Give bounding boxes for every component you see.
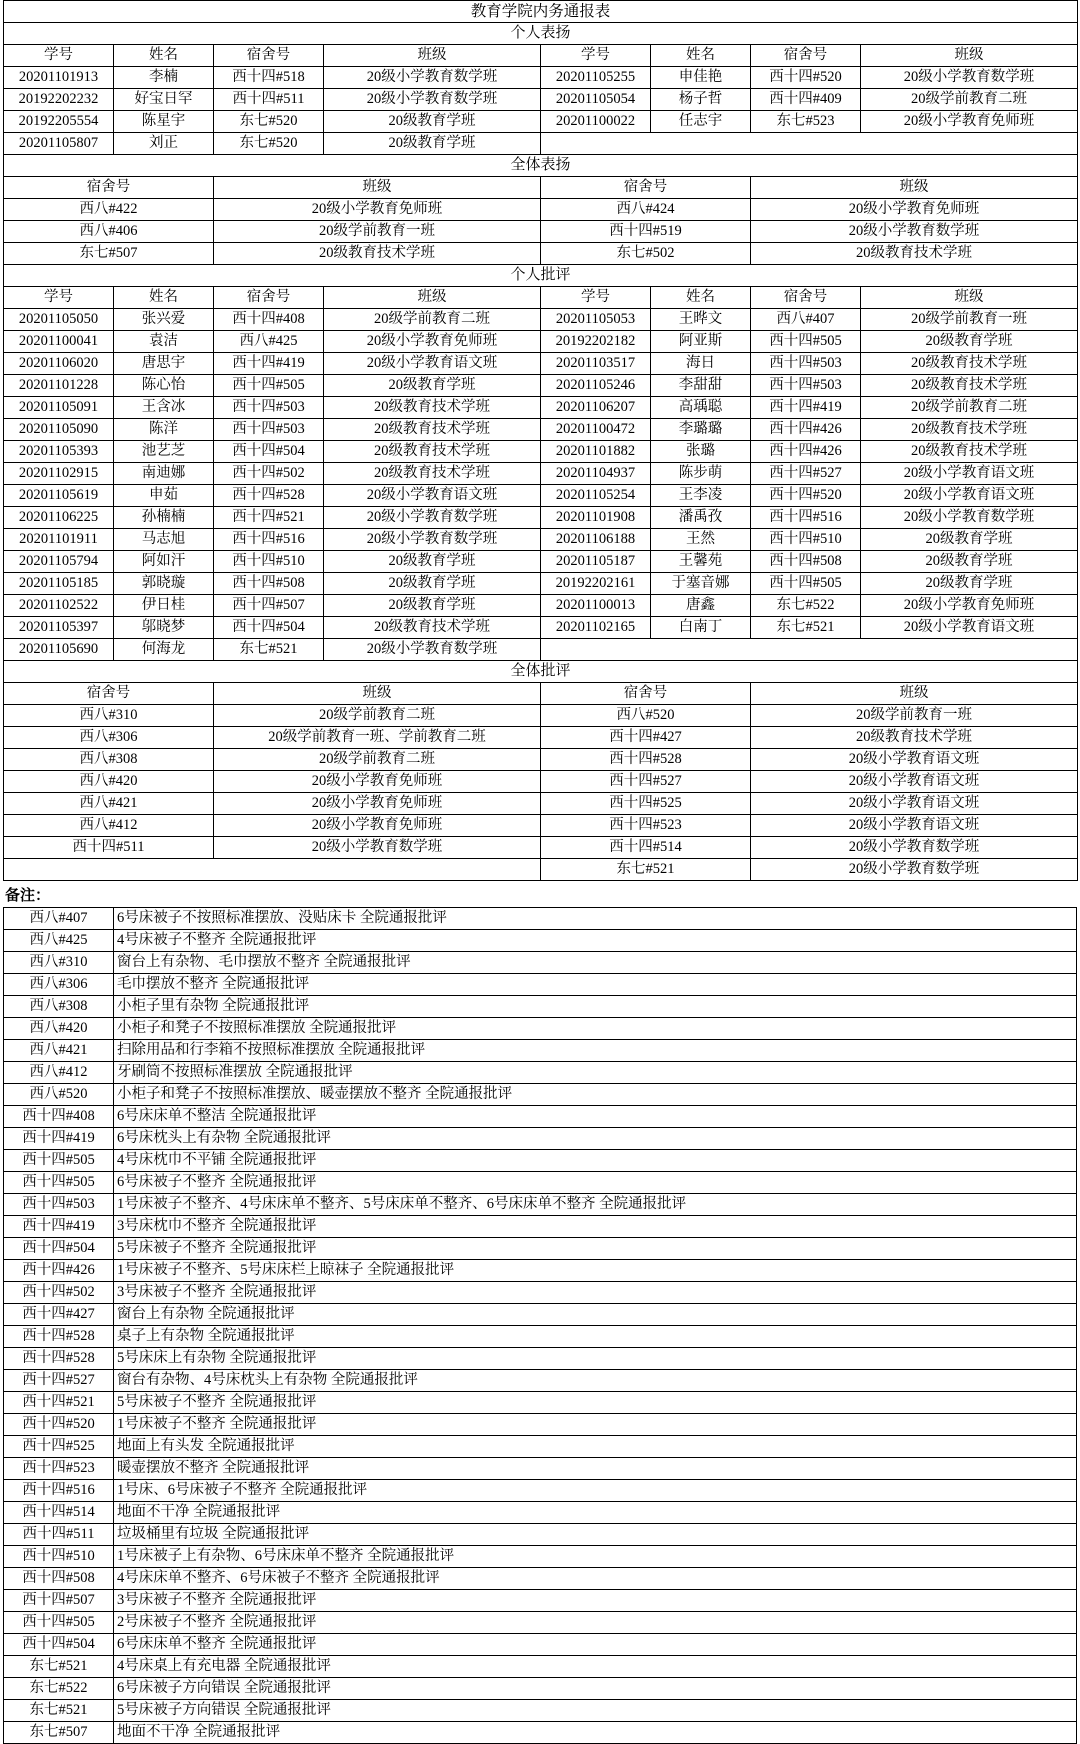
list-item: 东七#507 地面不干净 全院通报批评: [4, 1722, 1077, 1744]
list-item: 西十四#514 地面不干净 全院通报批评: [4, 1502, 1077, 1524]
column-header: 学号: [4, 287, 114, 309]
column-header: 班级: [214, 177, 541, 199]
list-item: 西八#310 窗台上有杂物、毛巾摆放不整齐 全院通报批评: [4, 952, 1077, 974]
list-item: 西十四#427 窗台上有杂物 全院通报批评: [4, 1304, 1077, 1326]
column-header: 班级: [861, 287, 1078, 309]
column-header: 宿舍号: [541, 683, 751, 705]
table-row: 20201105794 阿如汗 西十四#510 20级教育学班 20201105187 王馨苑 西十四#508 20级教育学班: [4, 551, 1078, 573]
list-item: 西十四#419 3号床枕巾不整齐 全院通报批评: [4, 1216, 1077, 1238]
page-title: 教育学院内务通报表: [4, 1, 1078, 23]
column-header: 姓名: [651, 45, 751, 67]
column-header: 宿舍号: [751, 287, 861, 309]
section-heading-individual-criticism: 个人批评: [4, 265, 1078, 287]
remarks-body: [4, 908, 1077, 1744]
main-report-table: [3, 0, 1078, 881]
empty-cell: [541, 133, 1078, 155]
column-header: 班级: [751, 683, 1078, 705]
list-item: 西十四#511 垃圾桶里有垃圾 全院通报批评: [4, 1524, 1077, 1546]
table-row: 20201105690 何海龙 东七#521 20级小学教育数学班: [4, 639, 1078, 661]
table-row: 20201105619 申茹 西十四#528 20级小学教育语文班 20201105254 王李凌 西十四#520 20级小学教育语文班: [4, 485, 1078, 507]
column-header: 学号: [541, 45, 651, 67]
list-item: 西八#421 扫除用品和行李箱不按照标准摆放 全院通报批评: [4, 1040, 1077, 1062]
table-row: 20201101228 陈心怡 西十四#505 20级教育学班 20201105246 李甜甜 西十四#503 20级教育技术学班: [4, 375, 1078, 397]
remarks-table: [3, 907, 1077, 1744]
column-header: 班级: [861, 45, 1078, 67]
table-row: 20201105807 刘正 东七#520 20级教育学班: [4, 133, 1078, 155]
table-row: 20201105050 张兴爱 西十四#408 20级学前教育二班 20201105053 王晔文 西八#407 20级学前教育一班: [4, 309, 1078, 331]
column-header: 宿舍号: [214, 45, 324, 67]
list-item: 西十四#508 4号床床单不整齐、6号床被子不整齐 全院通报批评: [4, 1568, 1077, 1590]
table-row: 20201102522 伊日桂 西十四#507 20级教育学班 20201100013 唐鑫 东七#522 20级小学教育免师班: [4, 595, 1078, 617]
list-item: 西十四#527 窗台有杂物、4号床枕头上有杂物 全院通报批评: [4, 1370, 1077, 1392]
list-item: 西十四#408 6号床床单不整洁 全院通报批评: [4, 1106, 1077, 1128]
empty-cell: [4, 859, 541, 881]
list-item: 西八#407 6号床被子不按照标准摆放、没贴床卡 全院通报批评: [4, 908, 1077, 930]
table-row: 20201105185 郭晓璇 西十四#508 20级教育学班 20192202161 于塞音娜 西十四#505 20级教育学班: [4, 573, 1078, 595]
section-heading-group-praise: 全体表扬: [4, 155, 1078, 177]
list-item: 西十四#510 1号床被子上有杂物、6号床床单不整齐 全院通报批评: [4, 1546, 1077, 1568]
empty-cell: [541, 639, 1078, 661]
list-item: 西十四#503 1号床被子不整齐、4号床床单不整齐、5号床床单不整齐、6号床床单不整齐 全院通报批评: [4, 1194, 1077, 1216]
list-item: 西十四#525 地面上有头发 全院通报批评: [4, 1436, 1077, 1458]
list-item: 西十四#528 5号床床上有杂物 全院通报批评: [4, 1348, 1077, 1370]
table-row: 西八#306 20级学前教育一班、学前教育二班 西十四#427 20级教育技术学班: [4, 727, 1078, 749]
table-row: 东七#507 20级教育技术学班 东七#502 20级教育技术学班: [4, 243, 1078, 265]
column-header: 宿舍号: [4, 177, 214, 199]
document-title-row: [4, 1, 1078, 23]
report-body: [4, 1, 1078, 881]
list-item: 西十四#507 3号床被子不整齐 全院通报批评: [4, 1590, 1077, 1612]
table-header-group-criticism: [4, 683, 1078, 705]
table-row: 20201105090 陈洋 西十四#503 20级教育技术学班 20201100472 李璐璐 西十四#426 20级教育技术学班: [4, 419, 1078, 441]
list-item: 西十四#426 1号床被子不整齐、5号床床栏上晾袜子 全院通报批评: [4, 1260, 1077, 1282]
column-header: 姓名: [114, 287, 214, 309]
list-item: 西八#520 小柜子和凳子不按照标准摆放、暖壶摆放不整齐 全院通报批评: [4, 1084, 1077, 1106]
list-item: 西十四#516 1号床、6号床被子不整齐 全院通报批评: [4, 1480, 1077, 1502]
report-page: [1, 0, 1079, 1744]
table-row: 20201105091 王含冰 西十四#503 20级教育技术学班 20201106207 高瑀聪 西十四#419 20级学前教育二班: [4, 397, 1078, 419]
column-header: 班级: [324, 287, 541, 309]
column-header: 姓名: [114, 45, 214, 67]
list-item: 东七#522 6号床被子方向错误 全院通报批评: [4, 1678, 1077, 1700]
list-item: 西八#308 小柜子里有杂物 全院通报批评: [4, 996, 1077, 1018]
table-row: 20192202232 好宝日罕 西十四#511 20级小学教育数学班 20201105054 杨子哲 西十四#409 20级学前教育二班: [4, 89, 1078, 111]
table-row: 东七#521 20级小学教育数学班: [4, 859, 1078, 881]
list-item: 西十四#520 1号床被子不整齐 全院通报批评: [4, 1414, 1077, 1436]
table-row: 20201106020 唐思宇 西十四#419 20级小学教育语文班 20201103517 海日 西十四#503 20级教育技术学班: [4, 353, 1078, 375]
table-row: 西八#308 20级学前教育二班 西十四#528 20级小学教育语文班: [4, 749, 1078, 771]
column-header: 宿舍号: [214, 287, 324, 309]
column-header: 学号: [541, 287, 651, 309]
table-row: 20201106225 孙楠楠 西十四#521 20级小学教育数学班 20201101908 潘禹孜 西十四#516 20级小学教育数学班: [4, 507, 1078, 529]
table-row: 20201100041 袁洁 西八#425 20级小学教育免师班 20192202182 阿亚斯 西十四#505 20级教育学班: [4, 331, 1078, 353]
list-item: 西八#420 小柜子和凳子不按照标准摆放 全院通报批评: [4, 1018, 1077, 1040]
list-item: 东七#521 5号床被子方向错误 全院通报批评: [4, 1700, 1077, 1722]
column-header: 姓名: [651, 287, 751, 309]
table-header-individual-criticism: [4, 287, 1078, 309]
column-header: 宿舍号: [751, 45, 861, 67]
list-item: 西十四#523 暖壶摆放不整齐 全院通报批评: [4, 1458, 1077, 1480]
list-item: 西十四#504 6号床床单不整齐 全院通报批评: [4, 1634, 1077, 1656]
list-item: 西十四#419 6号床枕头上有杂物 全院通报批评: [4, 1128, 1077, 1150]
list-item: 西十四#505 2号床被子不整齐 全院通报批评: [4, 1612, 1077, 1634]
list-item: 西八#306 毛巾摆放不整齐 全院通报批评: [4, 974, 1077, 996]
list-item: 东七#521 4号床桌上有充电器 全院通报批评: [4, 1656, 1077, 1678]
table-row: 20201105397 邬晓梦 西十四#504 20级教育技术学班 20201102165 白南丁 东七#521 20级小学教育语文班: [4, 617, 1078, 639]
section-heading-group-criticism: 全体批评: [4, 661, 1078, 683]
list-item: 西八#412 牙刷筒不按照标准摆放 全院通报批评: [4, 1062, 1077, 1084]
table-row: 西八#412 20级小学教育免师班 西十四#523 20级小学教育语文班: [4, 815, 1078, 837]
column-header: 班级: [324, 45, 541, 67]
table-row: 西八#421 20级小学教育免师班 西十四#525 20级小学教育语文班: [4, 793, 1078, 815]
table-row: 20201102915 南迪娜 西十四#502 20级教育技术学班 20201104937 陈步萌 西十四#527 20级小学教育语文班: [4, 463, 1078, 485]
table-row: 20192205554 陈星宇 东七#520 20级教育学班 20201100022 任志宇 东七#523 20级小学教育免师班: [4, 111, 1078, 133]
column-header: 学号: [4, 45, 114, 67]
table-row: 西八#422 20级小学教育免师班 西八#424 20级小学教育免师班: [4, 199, 1078, 221]
table-row: 西十四#511 20级小学教育数学班 西十四#514 20级小学教育数学班: [4, 837, 1078, 859]
table-header-group-praise: [4, 177, 1078, 199]
column-header: 宿舍号: [4, 683, 214, 705]
column-header: 班级: [214, 683, 541, 705]
remarks-label: 备注：: [5, 888, 51, 904]
list-item: 西十四#502 3号床被子不整齐 全院通报批评: [4, 1282, 1077, 1304]
table-row: 20201105393 池艺芝 西十四#504 20级教育技术学班 20201101882 张璐 西十四#426 20级教育技术学班: [4, 441, 1078, 463]
table-header-individual-praise: [4, 45, 1078, 67]
table-row: 西八#310 20级学前教育二班 西八#520 20级学前教育一班: [4, 705, 1078, 727]
table-row: 西八#420 20级小学教育免师班 西十四#527 20级小学教育语文班: [4, 771, 1078, 793]
list-item: 西十四#504 5号床被子不整齐 全院通报批评: [4, 1238, 1077, 1260]
table-row: 西八#406 20级学前教育一班 西十四#519 20级小学教育数学班: [4, 221, 1078, 243]
column-header: 宿舍号: [541, 177, 751, 199]
section-heading-individual-praise: 个人表扬: [4, 23, 1078, 45]
table-row: 20201101911 马志旭 西十四#516 20级小学教育数学班 20201106188 王然 西十四#510 20级教育学班: [4, 529, 1078, 551]
column-header: 班级: [751, 177, 1078, 199]
table-row: 20201101913 李楠 西十四#518 20级小学教育数学班 20201105255 申佳艳 西十四#520 20级小学教育数学班: [4, 67, 1078, 89]
list-item: 西十四#505 6号床被子不整齐 全院通报批评: [4, 1172, 1077, 1194]
list-item: 西十四#505 4号床枕巾不平铺 全院通报批评: [4, 1150, 1077, 1172]
list-item: 西八#425 4号床被子不整齐 全院通报批评: [4, 930, 1077, 952]
list-item: 西十四#528 桌子上有杂物 全院通报批评: [4, 1326, 1077, 1348]
list-item: 西十四#521 5号床被子不整齐 全院通报批评: [4, 1392, 1077, 1414]
